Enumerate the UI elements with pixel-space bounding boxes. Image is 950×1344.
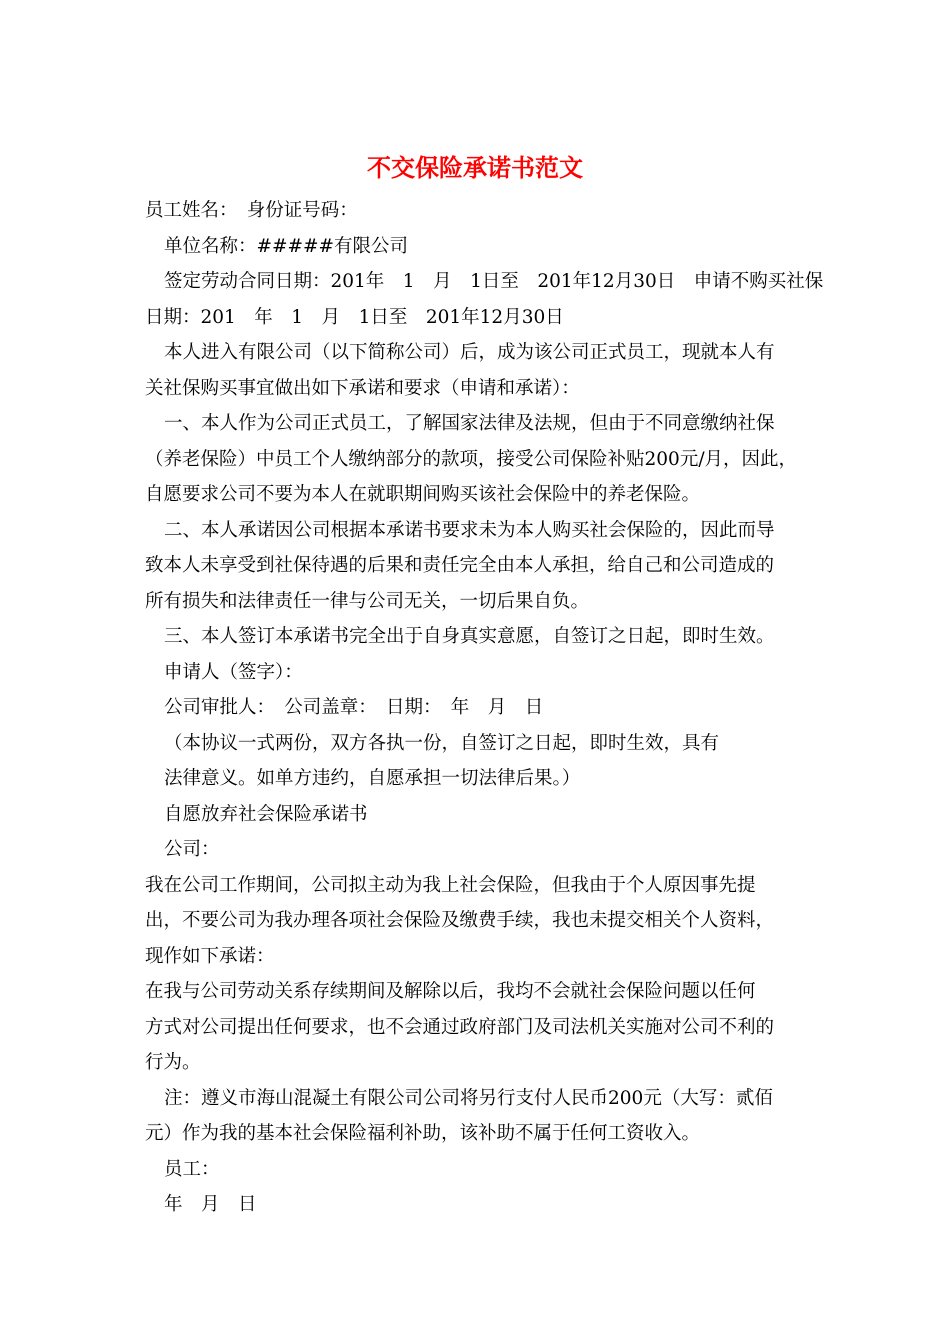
line-date-range: 日期：201 年 1 月 1日至 201年12月30日	[145, 306, 564, 328]
line-paragraph: 本人进入有限公司（以下简称公司）后，成为该公司正式员工，现就本人有	[164, 342, 775, 363]
line-paragraph: 我在公司工作期间，公司拟主动为我上社会保险，但我由于个人原因事先提	[145, 874, 756, 896]
line-approval: 公司审批人： 公司盖章： 日期： 年 月 日	[164, 697, 544, 718]
line-salutation: 公司：	[164, 839, 220, 860]
line-paragraph: 出，不要公司为我办理各项社会保险及缴费手续，我也未提交相关个人资料，	[145, 910, 775, 931]
line-agreement-note: （本协议一式两份，双方各执一份，自签订之日起，即时生效，具有	[164, 732, 720, 754]
line-paragraph: 在我与公司劳动关系存续期间及解除以后，我均不会就社会保险问题以任何	[145, 981, 756, 1002]
document-body	[145, 193, 824, 1223]
line-clause-two: 致本人未享受到社保待遇的后果和责任完全由本人承担，给自己和公司造成的	[145, 555, 775, 576]
line-paragraph: 关社保购买事宜做出如下承诺和要求（申请和承诺）：	[145, 377, 580, 399]
line-paragraph: 行为。	[145, 1052, 201, 1073]
line-note: 注：遵义市海山混凝土有限公司公司将另行支付人民币200元（大写：贰佰	[164, 1087, 773, 1109]
document-title: 不交保险承诺书范文	[367, 153, 583, 182]
line-clause-one: （养老保险）中员工个人缴纳部分的款项，接受公司保险补贴200元/月，因此，	[145, 448, 798, 470]
line-applicant-signature: 申请人（签字）：	[164, 661, 303, 683]
line-company-name: 单位名称：#####有限公司	[164, 235, 409, 257]
line-paragraph: 方式对公司提出任何要求，也不会通过政府部门及司法机关实施对公司不利的	[145, 1016, 775, 1038]
line-clause-three: 三、本人签订本承诺书完全出于自身真实意愿，自签订之日起，即时生效。	[164, 626, 775, 647]
section-heading: 自愿放弃社会保险承诺书	[164, 803, 368, 825]
line-contract-date: 签定劳动合同日期：201年 1 月 1日至 201年12月30日 申请不购买社保	[164, 271, 824, 292]
line-employee-signature: 员工：	[164, 1158, 220, 1180]
line-agreement-note: 法律意义。如单方违约，自愿承担一切法律后果。）	[164, 768, 581, 789]
line-employee-name-id: 员工姓名： 身份证号码：	[145, 200, 358, 221]
line-date: 年 月 日	[164, 1194, 257, 1215]
line-note: 元）作为我的基本社会保险福利补助，该补助不属于任何工资收入。	[145, 1123, 701, 1144]
line-clause-two: 所有损失和法律责任一律与公司无关，一切后果自负。	[145, 590, 590, 612]
line-clause-two: 二、本人承诺因公司根据本承诺书要求未为本人购买社会保险的，因此而导	[164, 519, 775, 541]
line-paragraph: 现作如下承诺：	[145, 945, 275, 967]
line-clause-one: 自愿要求公司不要为本人在就职期间购买该社会保险中的养老保险。	[145, 484, 701, 505]
line-clause-one: 一、本人作为公司正式员工，了解国家法律及法规，但由于不同意缴纳社保	[164, 413, 775, 434]
